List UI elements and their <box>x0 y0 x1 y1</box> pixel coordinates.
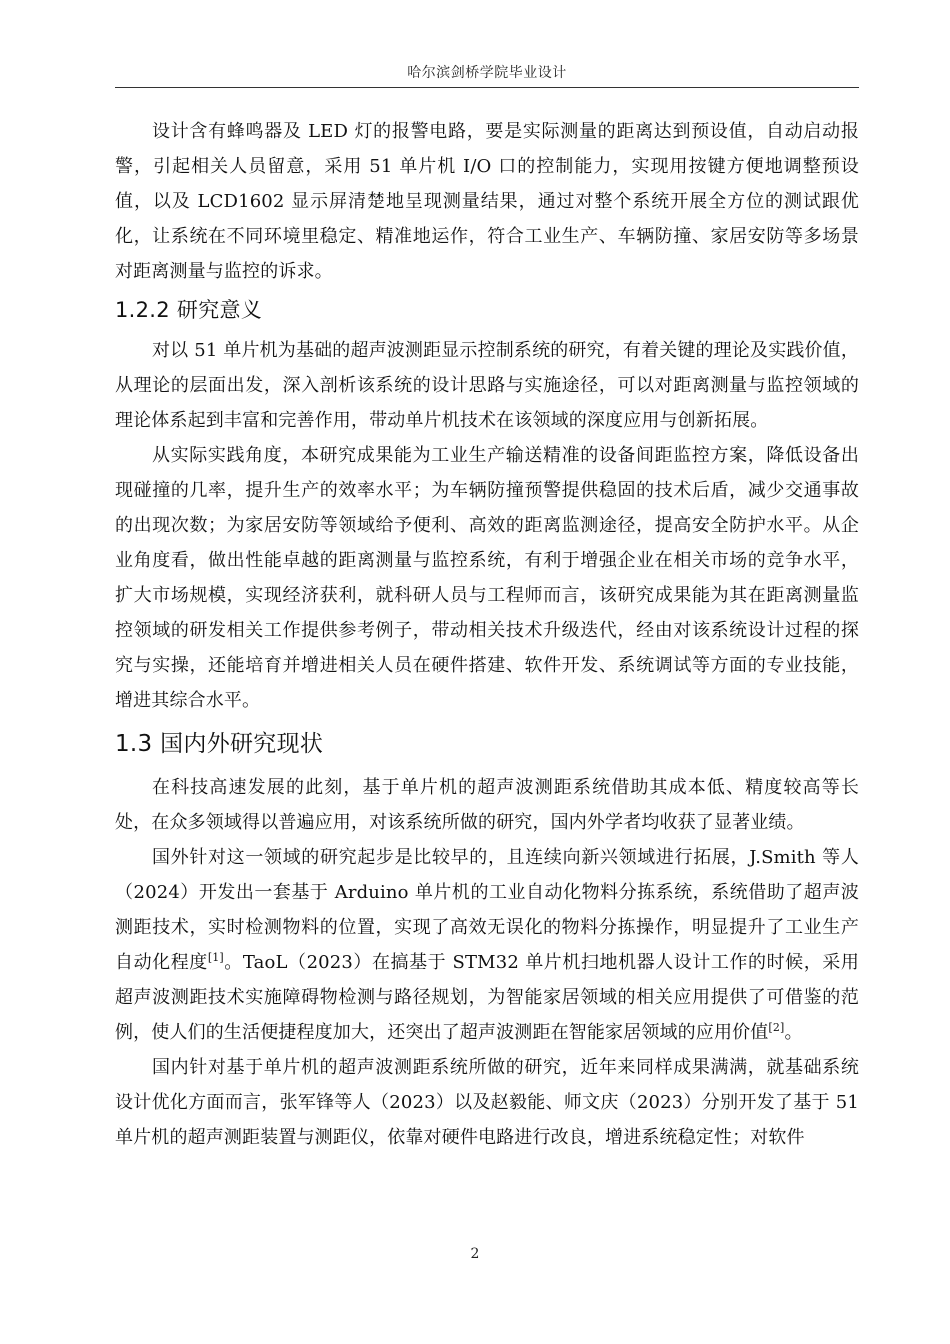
paragraph-theory-value: 对以 51 单片机为基础的超声波测距显示控制系统的研究，有着关键的理论及实践价值，从理论的层面出发，深入剖析该系统的设计思路与实施途径，可以对距离测量与监控领域的理论体系起到丰富和完善作用，带动单片机技术在该领域的深度应用与创新拓展。 <box>115 340 859 431</box>
running-header: 哈尔滨剑桥学院毕业设计 <box>407 65 567 81</box>
heading-1-2-2: 1.2.2 研究意义 <box>115 298 263 322</box>
paragraph-foreign-research <box>115 840 859 1050</box>
citation-1[interactable]: [1] <box>207 951 224 964</box>
paragraph-research-intro: 在科技高速发展的此刻，基于单片机的超声波测距系统借助其成本低、精度较高等长处，在众多领域得以普遍应用，对该系统所做的研究，国内外学者均收获了显著业绩。 <box>115 777 859 833</box>
paragraph-domestic-research: 国内针对基于单片机的超声波测距系统所做的研究，近年来同样成果满满，就基础系统设计优化方面而言，张军锋等人（2023）以及赵毅能、师文庆（2023）分别开发了基于 51 单片机的超声测距装置与测距仪，依靠对硬件电路进行改良，增进系统稳定性；对软件 <box>115 1057 859 1148</box>
citation-2[interactable]: [2] <box>768 1021 785 1034</box>
page-body <box>115 114 859 1155</box>
page-number: 2 <box>470 1246 480 1262</box>
heading-1-3: 1.3 国内外研究现状 <box>115 731 324 757</box>
header-divider <box>115 87 859 88</box>
foreign-text-part-1: 国外针对这一领域的研究起步是比较早的，且连续向新兴领域进行拓展，J.Smith 等人（2024）开发出一套基于 Arduino 单片机的工业自动化物料分拣系统，系统借助了超声波测距技术，实时检测物料的位置，实现了高效无误化的物料分拣操作，明显提升了工业生产自动化程度 <box>115 847 859 973</box>
paragraph-alarm-design: 设计含有蜂鸣器及 LED 灯的报警电路，要是实际测量的距离达到预设值，自动启动报警，引起相关人员留意，采用 51 单片机 I/O 口的控制能力，实现用按键方便地调整预设值，以及 LCD1602 显示屏清楚地呈现测量结果，通过对整个系统开展全方位的测试跟优化，让系统在不同环境里稳定、精准地运作，符合工业生产、车辆防撞、家居安防等多场景对距离测量与监控的诉求。 <box>115 121 859 282</box>
foreign-text-part-3: 。 <box>784 1022 803 1043</box>
paragraph-practice-value: 从实际实践角度，本研究成果能为工业生产输送精准的设备间距监控方案，降低设备出现碰撞的几率，提升生产的效率水平；为车辆防撞预警提供稳固的技术后盾，减少交通事故的出现次数；为家居安防等领域给予便利、高效的距离监测途径，提高安全防护水平。从企业角度看，做出性能卓越的距离测量与监控系统，有利于增强企业在相关市场的竞争水平，扩大市场规模，实现经济获利，就科研人员与工程师而言，该研究成果能为其在距离测量监控领域的研发相关工作提供参考例子，带动相关技术升级迭代，经由对该系统设计过程的探究与实操，还能培育并增进相关人员在硬件搭建、软件开发、系统调试等方面的专业技能，增进其综合水平。 <box>115 445 859 711</box>
foreign-text-part-2: 。TaoL（2023）在搞基于 STM32 单片机扫地机器人设计工作的时候，采用超声波测距技术实施障碍物检测与路径规划，为智能家居领域的相关应用提供了可借鉴的范例，使人们的生活便捷程度加大，还突出了超声波测距在智能家居领域的应用价值 <box>115 952 860 1043</box>
